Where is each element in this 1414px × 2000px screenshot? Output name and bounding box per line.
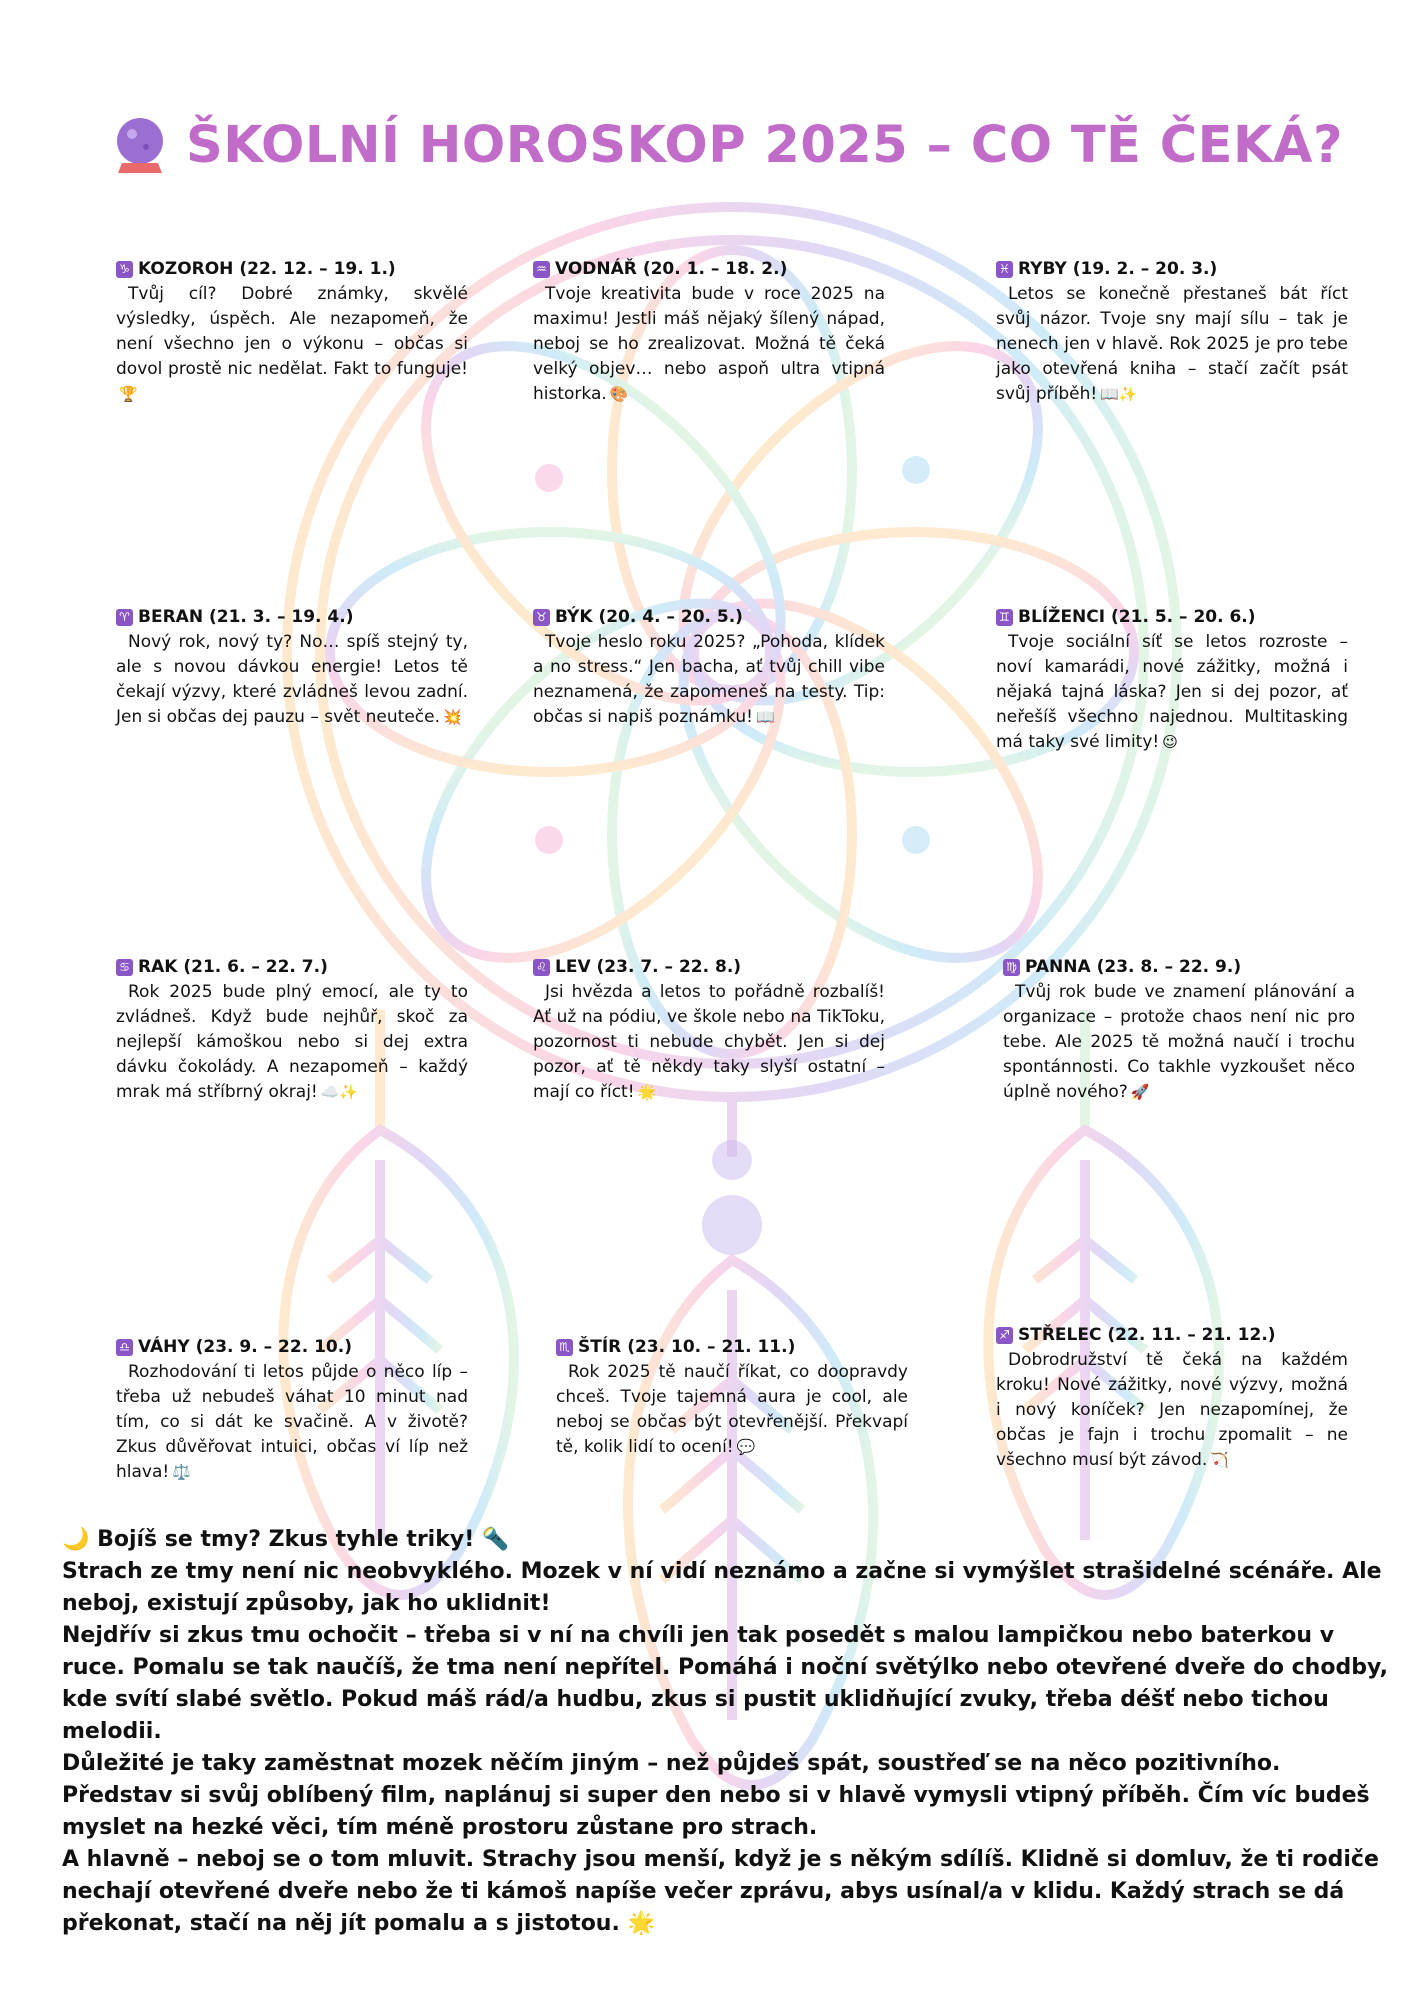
- star-icon: 🌟: [637, 1083, 657, 1101]
- bow-arrow-icon: 🏹: [1210, 1451, 1230, 1469]
- sign-kozoroh: [116, 257, 468, 407]
- aquarius-icon: ♒: [533, 261, 550, 278]
- sign-dates: (20. 1. – 18. 2.): [642, 259, 788, 279]
- trophy-icon: 🏆: [119, 385, 138, 403]
- sign-dates: (22. 12. – 19. 1.): [239, 259, 396, 279]
- sign-name: VÁHY: [138, 1337, 190, 1357]
- sign-text: Jsi hvězda a letos to pořádně rozbalíš! Ať už na pódiu, ve škole nebo na TikToku, pozornost ti nebude chybět. Jen si dej pozor, ať tě někdy taky slyší ostatní – mají co říct!: [533, 982, 885, 1102]
- sign-text: Tvoje heslo roku 2025? „Pohoda, klídek a no stress.“ Jen bacha, ať tvůj chill vibe neznamená, že zapomeneš na testy. Tip: občas si napiš poznámku!: [533, 632, 885, 727]
- sign-dates: (21. 5. – 20. 6.): [1111, 607, 1256, 627]
- sign-name: VODNÁŘ: [555, 259, 637, 279]
- star-icon: 🌟: [627, 1911, 655, 1936]
- sign-name: ŠTÍR: [578, 1337, 622, 1357]
- article-heading: [62, 1524, 1392, 1556]
- pisces-icon: ♓: [996, 261, 1013, 278]
- sign-ryby: [996, 257, 1348, 407]
- sign-text: Rok 2025 bude plný emocí, ale ty to zvládneš. Když bude nejhůř, skoč za nejlepší kámoškou nebo si dej extra dávku čokolády. A nezapomeň – každý mrak má stříbrný okraj!: [116, 982, 468, 1102]
- sagittarius-icon: ♐: [996, 1327, 1013, 1344]
- sign-stir: [556, 1335, 908, 1460]
- capricorn-icon: ♑: [116, 261, 133, 278]
- libra-icon: ♎: [116, 1339, 133, 1356]
- sign-dates: (22. 11. – 21. 12.): [1107, 1325, 1276, 1345]
- sign-beran: [116, 605, 468, 730]
- article-paragraph: Strach ze tmy není nic neobvyklého. Mozek v ní vidí neznámo a začne si vymýšlet strašidelné scénáře. Ale neboj, existují způsoby, jak ho uklidnit!: [62, 1559, 1382, 1616]
- sign-dates: (20. 4. – 20. 5.): [598, 607, 743, 627]
- dark-fear-article: [62, 1524, 1392, 1940]
- cancer-icon: ♋: [116, 959, 133, 976]
- rocket-icon: 🚀: [1130, 1083, 1150, 1101]
- sign-text: Letos se konečně přestaneš bát říct svůj názor. Tvoje sny mají sílu – tak je nenech jen v hlavě. Rok 2025 je pro tebe jako otevřená kniha – stačí začít psát svůj příběh!: [996, 284, 1348, 404]
- sign-vodnar: [533, 257, 885, 407]
- aries-icon: ♈: [116, 609, 133, 626]
- sign-panna: [1003, 955, 1355, 1105]
- article-paragraph: Nejdřív si zkus tmu ochočit – třeba si v ní na chvíli jen tak posedět s malou lampičkou nebo baterkou v ruce. Pomalu se tak naučíš, že tma není nepřítel. Pomáhá i noční světýlko nebo otevřené dveře do chodby, kde svítí slabé světlo. Pokud máš rád/a hudbu, zkus si pustit uklidňující zvuky, třeba déšť nebo tichou melodii.: [62, 1623, 1388, 1744]
- sign-dates: (23. 7. – 22. 8.): [596, 957, 742, 977]
- taurus-icon: ♉: [533, 609, 550, 626]
- article-paragraph: Důležité je taky zaměstnat mozek něčím jiným – než půjdeš spát, soustřeď se na něco pozitivního. Představ si svůj oblíbený film, naplánuj si super den nebo si v hlavě vymysli vtipný příběh. Čím víc budeš myslet na hezké věci, tím méně prostoru zůstane pro strach.: [62, 1751, 1370, 1840]
- sign-name: STŘELEC: [1018, 1325, 1102, 1345]
- sign-text: Tvůj cíl? Dobré známky, skvělé výsledky, úspěch. Ale nezapomeň, že není všechno jen o výkonu – občas si dovol prostě nic nedělat. Fakt to funguje!: [116, 284, 468, 379]
- sign-name: BLÍŽENCI: [1018, 607, 1106, 627]
- virgo-icon: ♍: [1003, 959, 1020, 976]
- sign-dates: (21. 3. – 19. 4.): [208, 607, 354, 627]
- crystal-ball-icon: [110, 115, 170, 175]
- sign-text: Tvoje kreativita bude v roce 2025 na maximu! Jestli máš nějaký šílený nápad, neboj se ho zrealizovat. Možná tě čeká velký objev… nebo aspoň ultra vtipná historka.: [533, 284, 885, 404]
- book-sparkles-icon: 📖✨: [1100, 385, 1138, 403]
- collision-icon: 💥: [443, 708, 462, 726]
- sign-dates: (19. 2. – 20. 3.): [1072, 259, 1218, 279]
- sign-text: Dobrodružství tě čeká na každém kroku! Nové zážitky, nové výzvy, možná i nový koníček? Jen nezapomínej, že občas je fajn i trochu zpomalit – ne všechno musí být závod.: [996, 1350, 1348, 1470]
- sign-dates: (23. 10. – 21. 11.): [627, 1337, 796, 1357]
- sign-text: Rok 2025 tě naučí říkat, co doopravdy chceš. Tvoje tajemná aura je cool, ale neboj se občas být otevřenější. Překvapí tě, kolik lidí to ocení!: [556, 1362, 908, 1457]
- sign-rak: [116, 955, 468, 1105]
- sign-name: BÝK: [555, 607, 593, 627]
- sign-name: KOZOROH: [138, 259, 234, 279]
- sign-strelec: [996, 1323, 1348, 1473]
- moon-icon: 🌙: [62, 1527, 90, 1552]
- flashlight-icon: 🔦: [481, 1527, 510, 1552]
- sign-blizenci: [996, 605, 1348, 755]
- palette-icon: 🎨: [609, 385, 629, 403]
- sign-text: Rozhodování ti letos půjde o něco líp – třeba už nebudeš váhat 10 minut nad tím, co si dát ke svačině. A v životě? Zkus důvěřovat intuici, občas ví líp než hlava!: [116, 1362, 468, 1482]
- sign-name: PANNA: [1025, 957, 1091, 977]
- sign-dates: (23. 8. – 22. 9.): [1096, 957, 1242, 977]
- article-heading-text: Bojíš se tmy? Zkus tyhle triky!: [97, 1527, 475, 1552]
- sign-name: BERAN: [138, 607, 204, 627]
- scorpio-icon: ♏: [556, 1339, 573, 1356]
- article-paragraph-text: A hlavně – neboj se o tom mluvit. Strachy jsou menší, když je s někým sdílíš. Klidně si domluv, že ti rodiče nechají otevřené dveře nebo že ti kámoš napíše večer zprávu, abys usínal/a v klidu. Každý strach se dá překonat, stačí na něj jít pomalu a s jistotou.: [62, 1847, 1379, 1936]
- title-text: ŠKOLNÍ HOROSKOP 2025 – CO TĚ ČEKÁ?: [186, 115, 1344, 175]
- cloud-sparkles-icon: ☁️✨: [320, 1083, 359, 1101]
- article-paragraph: [62, 1844, 1392, 1940]
- sign-vahy: [116, 1335, 468, 1485]
- sign-lev: [533, 955, 885, 1105]
- sign-byk: [533, 605, 885, 730]
- book-icon: 📖: [755, 708, 775, 726]
- sign-name: RYBY: [1018, 259, 1067, 279]
- sign-dates: (21. 6. – 22. 7.): [183, 957, 328, 977]
- sign-name: LEV: [555, 957, 591, 977]
- wink-icon: 😉: [1162, 733, 1178, 751]
- scales-icon: ⚖️: [172, 1463, 191, 1481]
- gemini-icon: ♊: [996, 609, 1013, 626]
- sign-dates: (23. 9. – 22. 10.): [195, 1337, 352, 1357]
- sign-text: Tvůj rok bude ve znamení plánování a organizace – protože chaos není nic pro tebe. Ale 2025 tě možná naučí i trochu spontánnosti. Co takhle vyzkoušet něco úplně nového?: [1003, 982, 1355, 1102]
- sign-name: RAK: [138, 957, 178, 977]
- leo-icon: ♌: [533, 959, 550, 976]
- speech-bubble-icon: 💬: [736, 1438, 756, 1456]
- sign-text: Nový rok, nový ty? No… spíš stejný ty, ale s novou dávkou energie! Letos tě čekají výzvy, které zvládneš levou zadní. Jen si občas dej pauzu – svět neuteče.: [116, 632, 468, 727]
- sign-text: Tvoje sociální síť se letos rozroste – noví kamarádi, nové zážitky, možná i nějaká tajná láska? Jen si dej pozor, ať neřešíš všechno najednou. Multitasking má taky své limity!: [996, 632, 1348, 752]
- page-title: [110, 100, 1360, 190]
